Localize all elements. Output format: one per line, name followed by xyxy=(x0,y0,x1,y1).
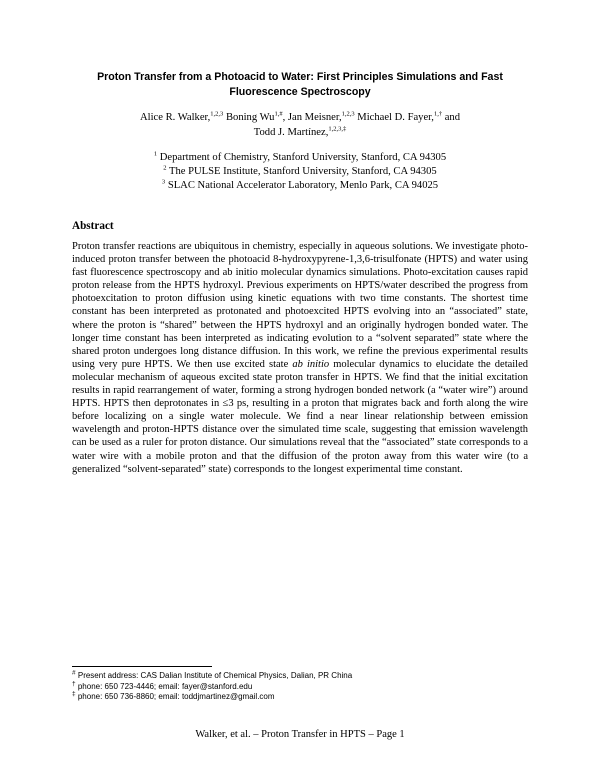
footnote-text: phone: 650 723-4446; email: fayer@stanford.edu xyxy=(77,681,253,691)
footnote xyxy=(72,679,528,693)
affiliation-text: Department of Chemistry, Stanford University, Stanford, CA 94305 xyxy=(159,152,447,163)
author-connector: and xyxy=(444,112,461,123)
author-name: Boning Wu xyxy=(225,112,275,123)
author-affiliation-mark: 1,2,3 xyxy=(210,110,224,118)
author-affiliation-mark: 1,2,3 xyxy=(341,110,355,118)
footnote-mark: ‡ xyxy=(72,690,76,698)
author-affiliation-mark: 1,# xyxy=(274,110,283,118)
footnote-divider xyxy=(72,666,212,667)
abstract-text: Proton transfer reactions are ubiquitous in chemistry, especially in aqueous solutions. We investigate photo-induced proton transfer between the photoacid 8-hydroxypyrene-1,3,6-trisulfonate (HPTS) and water using fast fluorescence spectroscopy and ab initio molecular dynamics simulations. Photo-excitation causes rapid proton release from the HPTS hydroxyl. Previous experiments on HPTS/water described the progress from photoexcitation to proton diffusion using kinetic equations with two time constants. The shortest time constant has been interpreted as protonated and photoexcited HPTS evolving into an “associated” state, where the proton is “shared” between the HPTS hydroxyl and an originally hydrogen bonded water. The longer time constant has been interpreted as indicating evolution to a “solvent separated” state where the shared proton undergoes long distance diffusion. In this work, we refine the previous experimental results using very pure HPTS. We then use excited state xyxy=(72,241,528,370)
footnote-list xyxy=(72,671,528,703)
footnote-text: Present address: CAS Dalian Institute of Chemical Physics, Dalian, PR China xyxy=(77,671,353,680)
affiliation xyxy=(100,179,500,193)
author-name: Michael D. Fayer, xyxy=(357,112,434,123)
author-name: Alice R. Walker, xyxy=(139,112,211,123)
affiliation-mark: 3 xyxy=(161,178,166,186)
author-affiliation-mark: 1,2,3,‡ xyxy=(328,125,347,133)
abstract-text: molecular dynamics to elucidate the detailed molecular mechanism of aqueous excited state proton transfer in HPTS. We find that the initial excitation results in rapid rearrangement of water, forming a strong hydrogen bonded network (a “water wire”) around HPTS. HPTS then deprotonates in ≤3 ps, resulting in a proton that migrates back and forth along the wire before localizing on a single water molecule. We find a near linear relationship between emission wavelength and proton-HPTS distance over the simulated time scale, suggesting that emission wavelength can be used as a ruler for proton distance. Our simulations reveal that the “associated” state corresponds to a water wire with a mobile proton and that the diffusion of the proton away from this water wire (to a generalized “solvent-separated” state) corresponds to the longest experimental time constant. xyxy=(72,358,529,475)
footnote xyxy=(72,692,528,703)
footnote xyxy=(72,671,528,682)
paper-title: Proton Transfer from a Photoacid to Water: First Principles Simulations and Fast Fluorescence Spectroscopy xyxy=(97,71,503,98)
page-footer: Walker, et al. – Proton Transfer in HPTS – Page 1 xyxy=(195,729,405,740)
footnote-mark: # xyxy=(72,669,76,677)
abstract-body xyxy=(72,240,528,476)
affiliation-mark: 2 xyxy=(163,164,167,172)
affiliation-list xyxy=(100,151,500,193)
abstract-italic-text: ab initio xyxy=(292,358,330,370)
footnote-text: phone: 650 736-8860; email: toddjmartinez@gmail.com xyxy=(77,692,275,701)
affiliation-mark: 1 xyxy=(153,150,158,158)
author-affiliation-mark: 1,† xyxy=(433,110,443,118)
affiliation-text: SLAC National Accelerator Laboratory, Menlo Park, CA 94025 xyxy=(167,180,439,191)
affiliation xyxy=(100,151,500,165)
author-name: , Jan Meisner, xyxy=(282,112,342,123)
abstract-heading: Abstract xyxy=(72,220,114,232)
author-list xyxy=(90,110,510,140)
affiliation xyxy=(100,165,500,179)
footnote-mark: † xyxy=(72,679,76,687)
author-name: Todd J. Martínez, xyxy=(253,127,329,138)
affiliation-text: The PULSE Institute, Stanford University, Stanford, CA 94305 xyxy=(169,166,437,177)
